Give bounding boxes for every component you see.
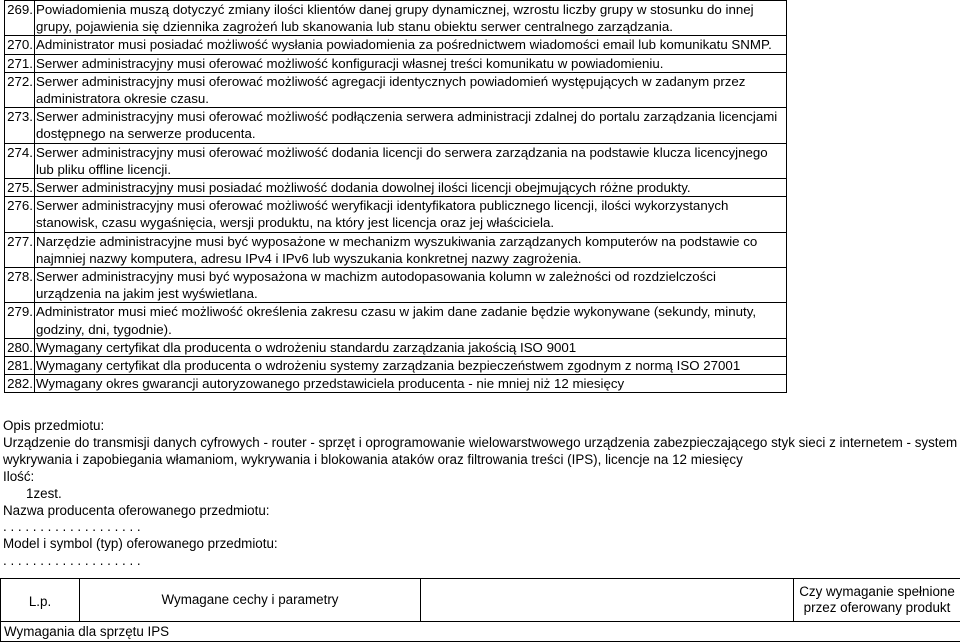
requirement-row	[5, 143, 787, 178]
requirement-row	[5, 72, 787, 107]
requirement-row	[5, 268, 787, 303]
opis-label: Opis przedmiotu:	[3, 418, 958, 435]
requirement-number: 280.	[5, 338, 35, 356]
ilosc-value: 1zest.	[3, 486, 958, 503]
requirement-row	[5, 357, 787, 375]
requirement-row	[5, 108, 787, 143]
model-label: Model i symbol (typ) oferowanego przedmiotu:	[3, 536, 958, 553]
requirement-number: 275.	[5, 179, 35, 197]
ilosc-label: Ilość:	[3, 469, 958, 486]
section-row	[1, 622, 960, 642]
requirement-number: 276.	[5, 197, 35, 232]
section-title-ips: Wymagania dla sprzętu IPS	[1, 622, 960, 642]
requirement-text: Serwer administracyjny musi oferować możliwość weryfikacji identyfikatora publicznego licencji, ilości wykorzystanych stanowisk, czasu wygaśnięcia, wersji produktu, na który jest licencja oraz jej właściciela.	[35, 197, 787, 232]
requirement-text: Narzędzie administracyjne musi być wyposażone w mechanizm wyszukiwania zarządzanych komputerów na podstawie co najmniej nazwy komputera, adresu IPv4 i IPv6 lub wyszukania konkretnej nazwy zagrożenia.	[35, 232, 787, 267]
header-cechy: Wymagane cechy i parametry	[80, 579, 421, 622]
requirement-text: Serwer administracyjny musi oferować możliwość konfiguracji własnej treści komunikatu w powiadomieniu.	[35, 54, 787, 72]
requirements-table	[4, 0, 787, 393]
requirement-text: Wymagany certyfikat dla producenta o wdrożeniu standardu zarządzania jakością ISO 9001	[35, 338, 787, 356]
requirement-text: Wymagany okres gwarancji autoryzowanego przedstawiciela producenta - nie mniej niż 12 miesięcy	[35, 375, 787, 393]
requirement-row	[5, 232, 787, 267]
header-empty	[421, 579, 794, 622]
requirement-text: Administrator musi posiadać możliwość wysłania powiadomienia za pośrednictwem wiadomości email lub komunikatu SNMP.	[35, 36, 787, 54]
header-spelnione: Czy wymaganie spełnione przez oferowany produkt	[794, 579, 960, 622]
requirement-row	[5, 179, 787, 197]
requirement-number: 273.	[5, 108, 35, 143]
requirement-number: 281.	[5, 357, 35, 375]
requirement-number: 277.	[5, 232, 35, 267]
requirement-row	[5, 375, 787, 393]
requirement-number: 279.	[5, 303, 35, 338]
requirement-row	[5, 303, 787, 338]
requirement-text: Serwer administracyjny musi być wyposażona w machizm autodopasowania kolumn w zależności od rozdzielczości urządzenia na jakim jest wyświetlana.	[35, 268, 787, 303]
requirement-text: Administrator musi mieć możliwość określenia zakresu czasu w jakim dane zadanie będzie wykonywane (sekundy, minuty, godziny, dni, tygodnie).	[35, 303, 787, 338]
model-dots: . . . . . . . . . . . . . . . . . . .	[3, 553, 958, 570]
requirement-text: Serwer administracyjny musi oferować możliwość dodania licencji do serwera zarządzania na podstawie klucza licencyjnego lub pliku offline licencji.	[35, 143, 787, 178]
requirement-row	[5, 36, 787, 54]
requirement-number: 278.	[5, 268, 35, 303]
producent-label: Nazwa producenta oferowanego przedmiotu:	[3, 503, 958, 520]
requirement-number: 269.	[5, 1, 35, 36]
parameters-table	[0, 578, 960, 642]
requirement-text: Serwer administracyjny musi oferować możliwość podłączenia serwera administracji zdalnej do portalu zarządzania licencjami dostępnego na serwerze producenta.	[35, 108, 787, 143]
requirement-row	[5, 1, 787, 36]
requirement-row	[5, 54, 787, 72]
requirement-row	[5, 338, 787, 356]
requirement-number: 274.	[5, 143, 35, 178]
requirement-number: 271.	[5, 54, 35, 72]
parameters-header-row	[1, 579, 960, 622]
requirement-row	[5, 197, 787, 232]
opis-text: Urządzenie do transmisji danych cyfrowych - router - sprzęt i oprogramowanie wielowarstwowego urządzenia zabezpieczającego styk sieci z internetem - system wykrywania i zapobiegania włamaniom, wykrywania i blokowania ataków oraz filtrowania treści (IPS), licencje na 12 miesięcy	[3, 435, 958, 469]
item-description	[3, 418, 958, 570]
requirement-number: 270.	[5, 36, 35, 54]
requirement-number: 272.	[5, 72, 35, 107]
requirement-text: Serwer administracyjny musi posiadać możliwość dodania dowolnej ilości licencji obejmujących różne produkty.	[35, 179, 787, 197]
requirement-text: Serwer administracyjny musi oferować możliwość agregacji identycznych powiadomień występujących w zadanym przez administratora okresie czasu.	[35, 72, 787, 107]
requirement-number: 282.	[5, 375, 35, 393]
requirement-text: Wymagany certyfikat dla producenta o wdrożeniu systemy zarządzania bezpieczeństwem zgodnym z normą ISO 27001	[35, 357, 787, 375]
producent-dots: . . . . . . . . . . . . . . . . . . .	[3, 519, 958, 536]
requirement-text: Powiadomienia muszą dotyczyć zmiany ilości klientów danej grupy dynamicznej, wzrostu liczby grupy w stosunku do innej grupy, pojawienia się dziennika zagrożeń lub skanowania lub stanu obiektu serwer centralnego zarządzania.	[35, 1, 787, 36]
header-lp: L.p.	[1, 579, 80, 622]
